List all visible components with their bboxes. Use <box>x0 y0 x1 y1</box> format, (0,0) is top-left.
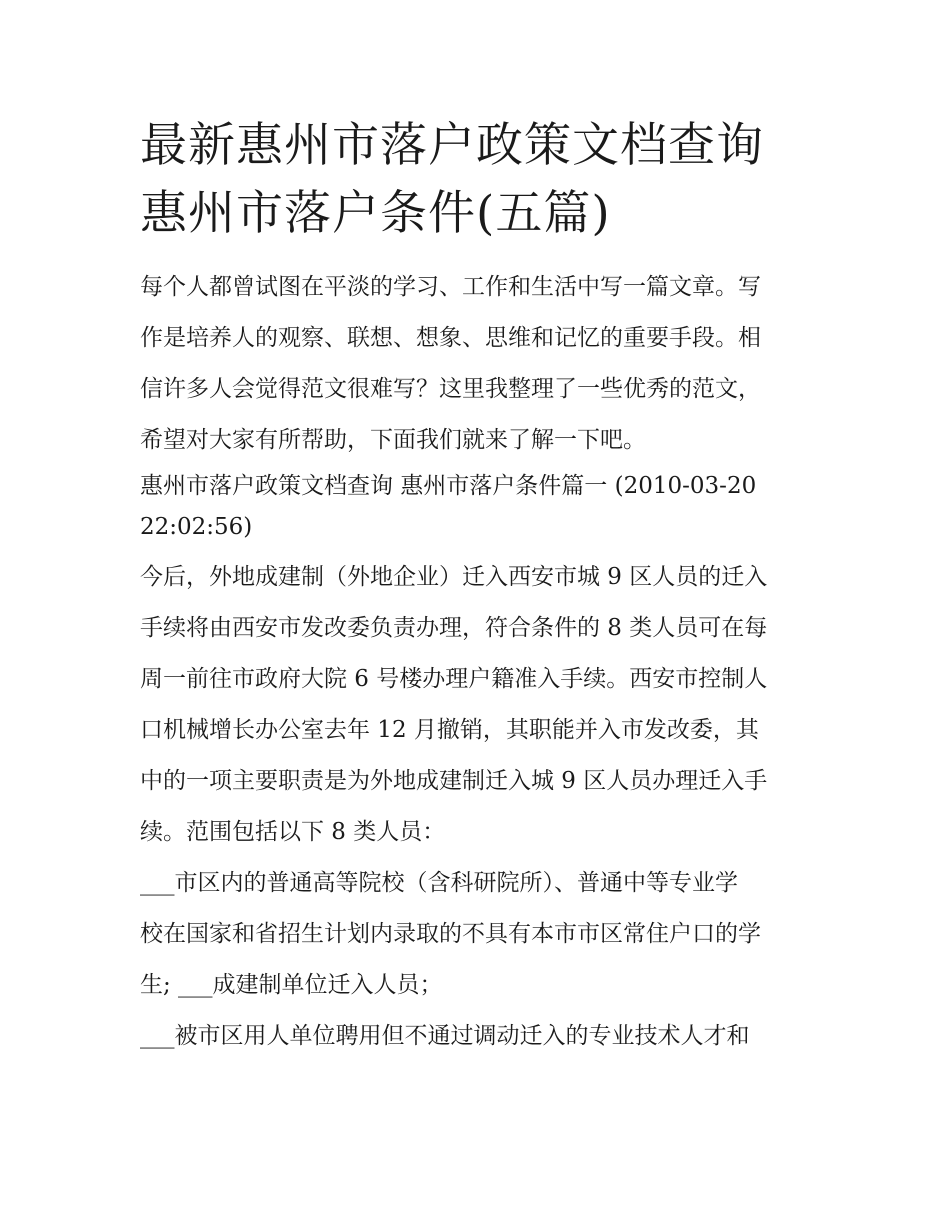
intro-line: 信许多人会觉得范文很难写？这里我整理了一些优秀的范文， <box>140 376 761 402</box>
document-title <box>140 112 820 248</box>
body-line: 手续将由西安市发改委负责办理，符合条件的 8 类人员可在每 <box>140 615 768 641</box>
body-line: 中的一项主要职责是为外地成建制迁入城 9 区人员办理迁入手 <box>140 768 768 794</box>
intro-line: 希望对大家有所帮助，下面我们就来了解一下吧。 <box>140 427 646 453</box>
body-line: 今后，外地成建制（外地企业）迁入西安市城 9 区人员的迁入 <box>140 564 768 590</box>
section-heading <box>140 466 820 548</box>
section-heading-line: 惠州市落户政策文档查询 惠州市落户条件篇一 (2010-03-20 <box>140 473 757 499</box>
body-line: 口机械增长办公室去年 12 月撤销，其职能并入市发改委，其 <box>140 717 759 743</box>
body-line: ___被市区用人单位聘用但不通过调动迁入的专业技术人才和 <box>140 1023 750 1049</box>
body-line: 生; ___成建制单位迁入人员； <box>140 972 443 998</box>
title-line: 最新惠州市落户政策文档查询 <box>140 118 764 173</box>
title-line: 惠州市落户条件(五篇) <box>140 186 611 241</box>
body-line: 校在国家和省招生计划内录取的不具有本市市区常住户口的学 <box>140 921 761 947</box>
intro-line: 作是培养人的观察、联想、想象、思维和记忆的重要手段。相 <box>140 325 761 351</box>
body-paragraph <box>140 552 820 1062</box>
intro-line: 每个人都曾试图在平淡的学习、工作和生活中写一篇文章。写 <box>140 274 761 300</box>
body-line: 周一前往市政府大院 6 号楼办理户籍准入手续。西安市控制人 <box>140 666 768 692</box>
body-line: 续。范围包括以下 8 类人员： <box>140 819 446 845</box>
body-line: ___市区内的普通高等院校（含科研院所）、普通中等专业学 <box>140 870 738 896</box>
intro-paragraph <box>140 262 820 466</box>
section-heading-line: 22:02:56) <box>140 514 253 540</box>
document-page <box>140 112 820 1062</box>
